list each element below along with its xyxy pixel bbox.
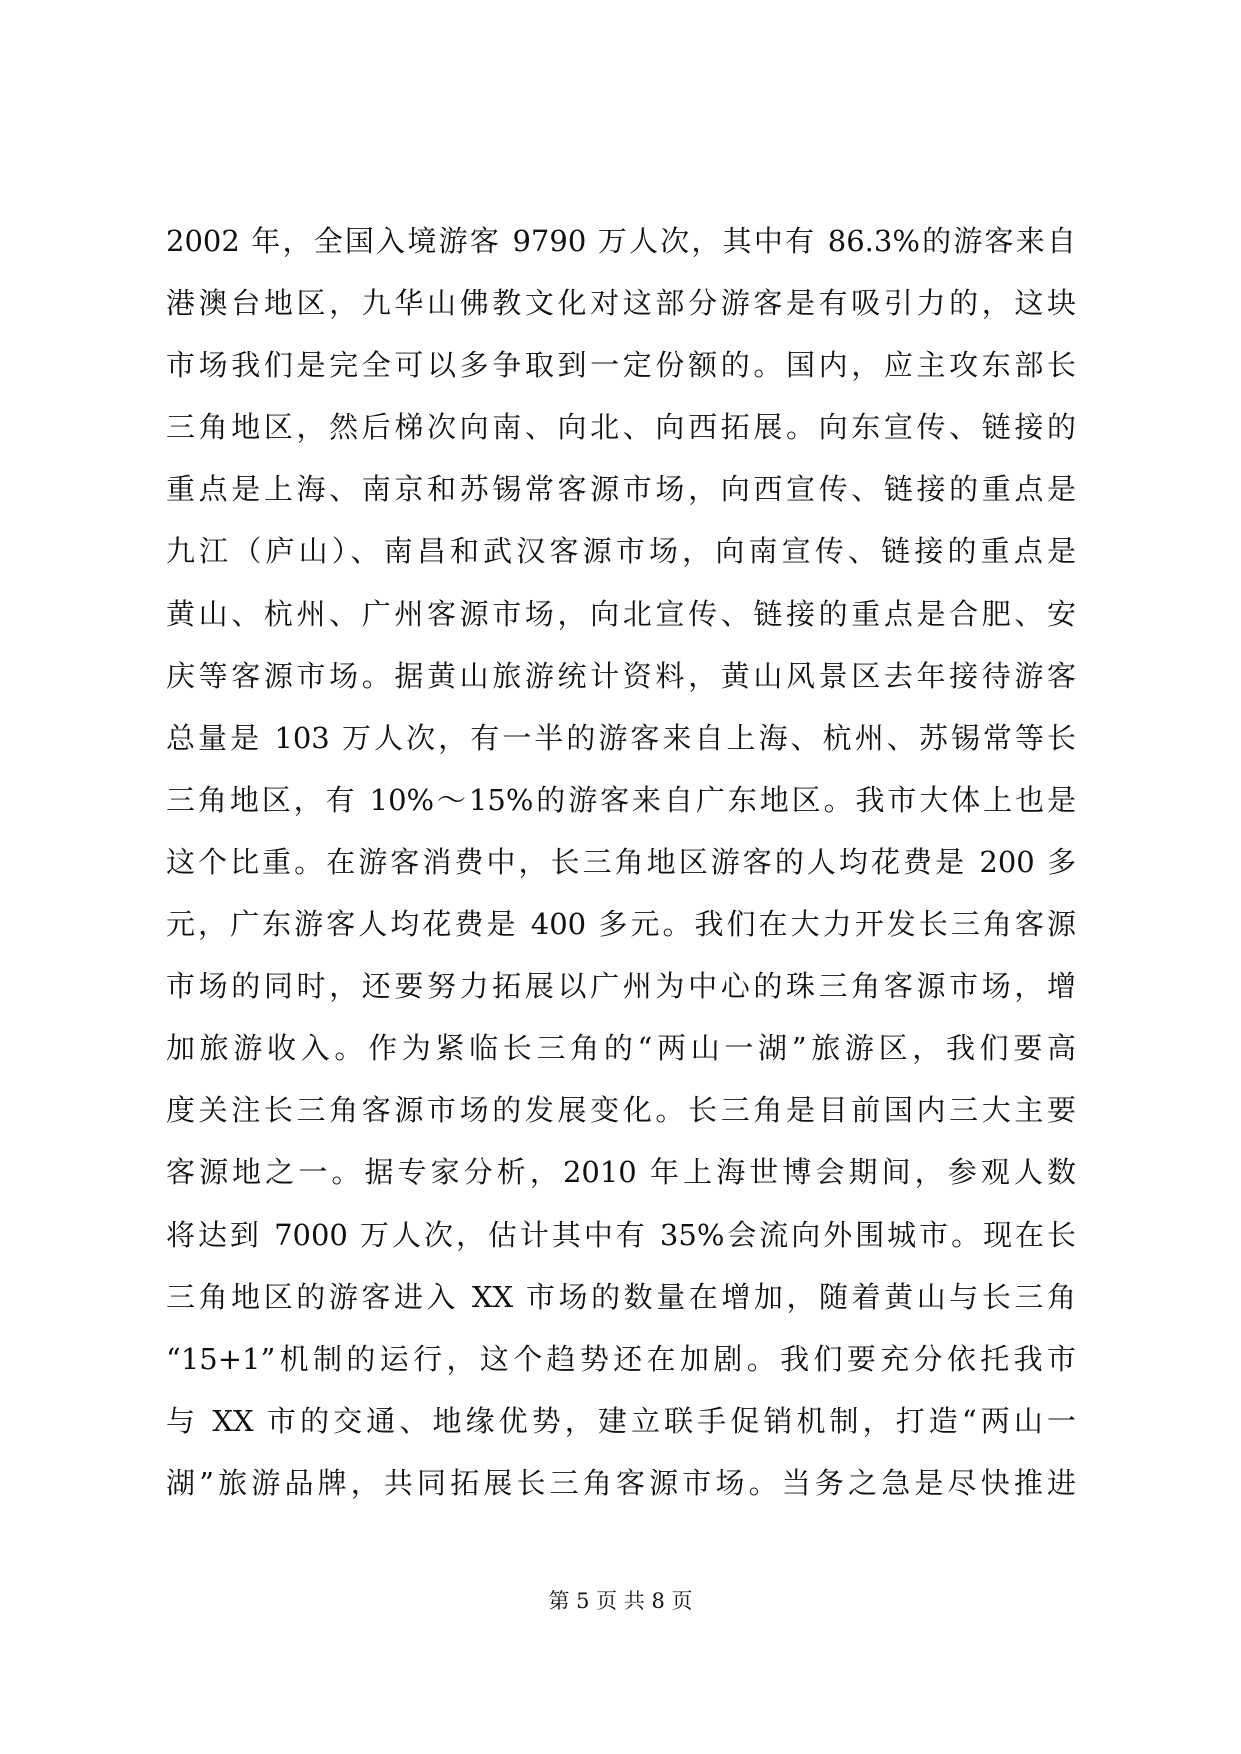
text-line: “15+1”机制的运行，这个趋势还在加剧。我们要充分依托我市	[166, 1341, 1076, 1376]
text-line: 湖”旅游品牌，共同拓展长三角客源市场。当务之急是尽快推进	[166, 1465, 1076, 1500]
text-line: 三角地区，然后梯次向南、向北、向西拓展。向东宣传、链接的	[166, 410, 1076, 445]
text-line: 将达到 7000 万人次，估计其中有 35%会流向外围城市。现在长	[166, 1217, 1076, 1252]
text-line: 三角地区的游客进入 XX 市场的数量在增加，随着黄山与长三角	[166, 1279, 1076, 1314]
page-number-footer: 第 5 页 共 8 页	[548, 1589, 693, 1613]
text-line: 港澳台地区，九华山佛教文化对这部分游客是有吸引力的，这块	[166, 286, 1076, 321]
text-line: 市场的同时，还要努力拓展以广州为中心的珠三角客源市场，增	[166, 969, 1076, 1004]
text-line: 客源地之一。据专家分析，2010 年上海世博会期间，参观人数	[166, 1155, 1076, 1190]
text-line: 加旅游收入。作为紧临长三角的“两山一湖”旅游区，我们要高	[166, 1031, 1076, 1066]
text-line: 三角地区，有 10%～15%的游客来自广东地区。我市大体上也是	[166, 782, 1076, 817]
text-line: 九江（庐山）、南昌和武汉客源市场，向南宣传、链接的重点是	[166, 534, 1076, 569]
text-line: 总量是 103 万人次，有一半的游客来自上海、杭州、苏锡常等长	[166, 720, 1076, 755]
text-line: 庆等客源市场。据黄山旅游统计资料，黄山风景区去年接待游客	[166, 658, 1076, 693]
text-line: 这个比重。在游客消费中，长三角地区游客的人均花费是 200 多	[166, 844, 1076, 879]
text-line: 元，广东游客人均花费是 400 多元。我们在大力开发长三角客源	[166, 907, 1076, 942]
text-line: 重点是上海、南京和苏锡常客源市场，向西宣传、链接的重点是	[166, 472, 1076, 507]
body-paragraph	[166, 210, 1076, 1514]
text-line: 2002 年，全国入境游客 9790 万人次，其中有 86.3%的游客来自	[166, 224, 1076, 258]
text-line: 与 XX 市的交通、地缘优势，建立联手促销机制，打造“两山一	[166, 1403, 1076, 1438]
text-line: 市场我们是完全可以多争取到一定份额的。国内，应主攻东部长	[166, 348, 1076, 383]
text-line: 黄山、杭州、广州客源市场，向北宣传、链接的重点是合肥、安	[166, 596, 1076, 631]
text-line: 度关注长三角客源市场的发展变化。长三角是目前国内三大主要	[166, 1093, 1076, 1128]
